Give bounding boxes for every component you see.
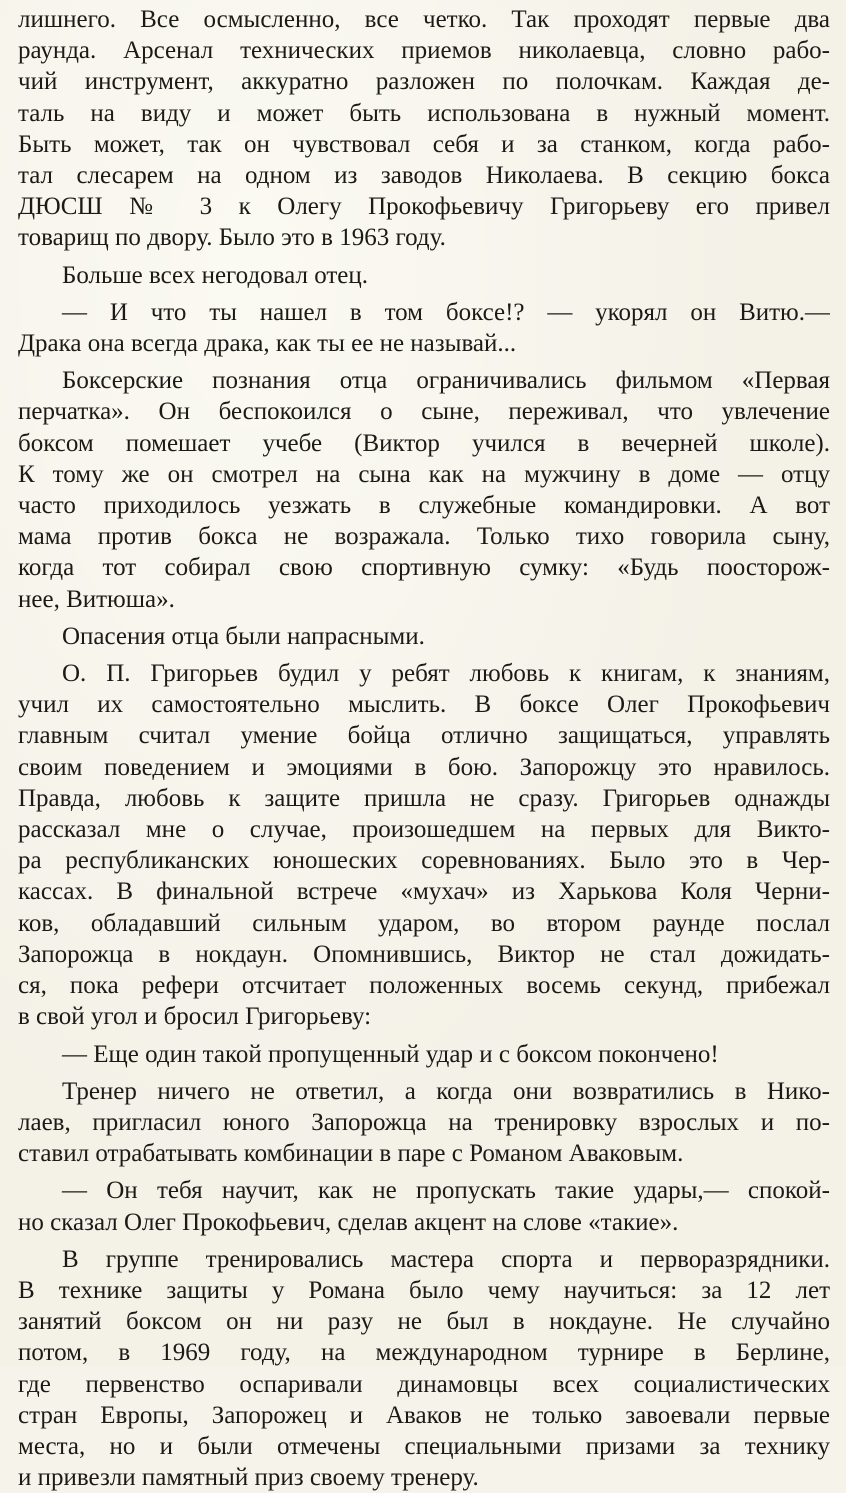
text-line: Запорожца в нокдаун. Опомнившись, Виктор не стал дожидать- bbox=[18, 940, 830, 968]
text-line: нее, Витюша». bbox=[18, 585, 175, 613]
text-line: и привезли памятный приз своему тренеру. bbox=[18, 1464, 479, 1492]
text-line: мама против бокса не возражала. Только тихо говорила сыну, bbox=[18, 523, 830, 551]
paragraph bbox=[18, 4, 830, 254]
paragraph bbox=[18, 1076, 830, 1170]
text-line: Правда, любовь к защите пришла не сразу. Григорьев однажды bbox=[18, 784, 830, 812]
paragraph bbox=[18, 260, 830, 291]
text-line: своим поведением и эмоциями в бою. Запорожцу это нравилось. bbox=[18, 753, 830, 781]
text-line: стран Европы, Запорожец и Аваков не только завоевали первые bbox=[18, 1401, 830, 1429]
text-line: О. П. Григорьев будил у ребят любовь к книгам, к знаниям, bbox=[62, 660, 830, 688]
text-line: — И что ты нашел в том боксе!? — укорял он Витю.— bbox=[62, 298, 830, 326]
text-line: лишнего. Все осмысленно, все четко. Так проходят первые два bbox=[18, 6, 830, 33]
text-line: ставил отрабатывать комбинации в паре с Романом Аваковым. bbox=[18, 1140, 684, 1168]
text-line: раунда. Арсенал технических приемов николаевца, словно рабо- bbox=[18, 37, 830, 65]
text-line: Больше всех негодовал отец. bbox=[62, 261, 369, 289]
paragraph bbox=[18, 1039, 830, 1070]
text-line: чий инструмент, аккуратно разложен по полочкам. Каждая де- bbox=[18, 68, 830, 96]
text-line: Опасения отца были напрасными. bbox=[62, 622, 425, 650]
text-line: перчатка». Он беспокоился о сыне, переживал, что увлечение bbox=[18, 398, 830, 426]
text-line: Быть может, так он чувствовал себя и за станком, когда рабо- bbox=[18, 130, 830, 158]
text-line: занятий боксом он ни разу не был в нокдауне. Не случайно bbox=[18, 1308, 830, 1336]
text-line: места, но и были отмечены специальными призами за технику bbox=[18, 1432, 830, 1460]
text-line: когда тот собирал свою спортивную сумку: «Будь поосторож- bbox=[18, 554, 830, 582]
text-line: в свой угол и бросил Григорьеву: bbox=[18, 1003, 372, 1031]
text-line: учил их самостоятельно мыслить. В боксе Олег Прокофьевич bbox=[18, 691, 830, 719]
text-line: часто приходилось уезжать в служебные командировки. А вот bbox=[18, 492, 830, 520]
text-line: В технике защиты у Романа было чему научиться: за 12 лет bbox=[18, 1276, 830, 1304]
text-line: потом, в 1969 году, на международном турнире в Берлине, bbox=[18, 1339, 830, 1367]
paragraph bbox=[18, 621, 830, 652]
text-line: главным считал умение бойца отлично защищаться, управлять bbox=[18, 722, 830, 750]
text-line: К тому же он смотрел на сына как на мужчину в доме — отцу bbox=[18, 460, 830, 488]
text-line: — Он тебя научит, как не пропускать такие удары,— спокой- bbox=[62, 1177, 830, 1205]
text-line: Тренер ничего не ответил, а когда они возвратились в Нико- bbox=[62, 1077, 830, 1105]
paragraph bbox=[18, 365, 830, 615]
text-line: боксом помешает учебе (Виктор учился в вечерней школе). bbox=[18, 429, 830, 457]
text-line: таль на виду и может быть использована в нужный момент. bbox=[18, 99, 830, 127]
text-line: товарищ по двору. Было это в 1963 году. bbox=[18, 224, 446, 252]
text-line: тал слесарем на одном из заводов Николаева. В секцию бокса bbox=[18, 162, 830, 190]
paragraph bbox=[18, 1175, 830, 1237]
text-line: ДЮСШ № 3 к Олегу Прокофьевичу Григорьеву его привел bbox=[18, 193, 830, 221]
text-line: лаев, пригласил юного Запорожца на тренировку взрослых и по- bbox=[18, 1108, 830, 1136]
paragraph bbox=[18, 1244, 830, 1493]
text-line: но сказал Олег Прокофьевич, сделав акцент на слове «такие». bbox=[18, 1208, 679, 1236]
text-line: рассказал мне о случае, произошедшем на первых для Викто- bbox=[18, 816, 830, 844]
text-line: где первенство оспаривали динамовцы всех социалистических bbox=[18, 1370, 830, 1398]
text-line: ра республиканских юношеских соревнованиях. Было это в Чер- bbox=[18, 847, 830, 875]
paragraph bbox=[18, 297, 830, 359]
text-line: — Еще один такой пропущенный удар и с боксом покончено! bbox=[62, 1040, 719, 1068]
text-line: ков, обладавший сильным ударом, во втором раунде послал bbox=[18, 909, 830, 937]
paragraph bbox=[18, 658, 830, 1032]
text-line: ся, пока рефери отсчитает положенных восемь секунд, прибежал bbox=[18, 972, 830, 1000]
text-line: Боксерские познания отца ограничивались фильмом «Первая bbox=[62, 367, 830, 395]
text-line: Драка она всегда драка, как ты ее не называй... bbox=[18, 330, 517, 358]
text-line: кассах. В финальной встрече «мухач» из Харькова Коля Черни- bbox=[18, 878, 830, 906]
text-line: В группе тренировались мастера спорта и перворазрядники. bbox=[62, 1245, 830, 1273]
